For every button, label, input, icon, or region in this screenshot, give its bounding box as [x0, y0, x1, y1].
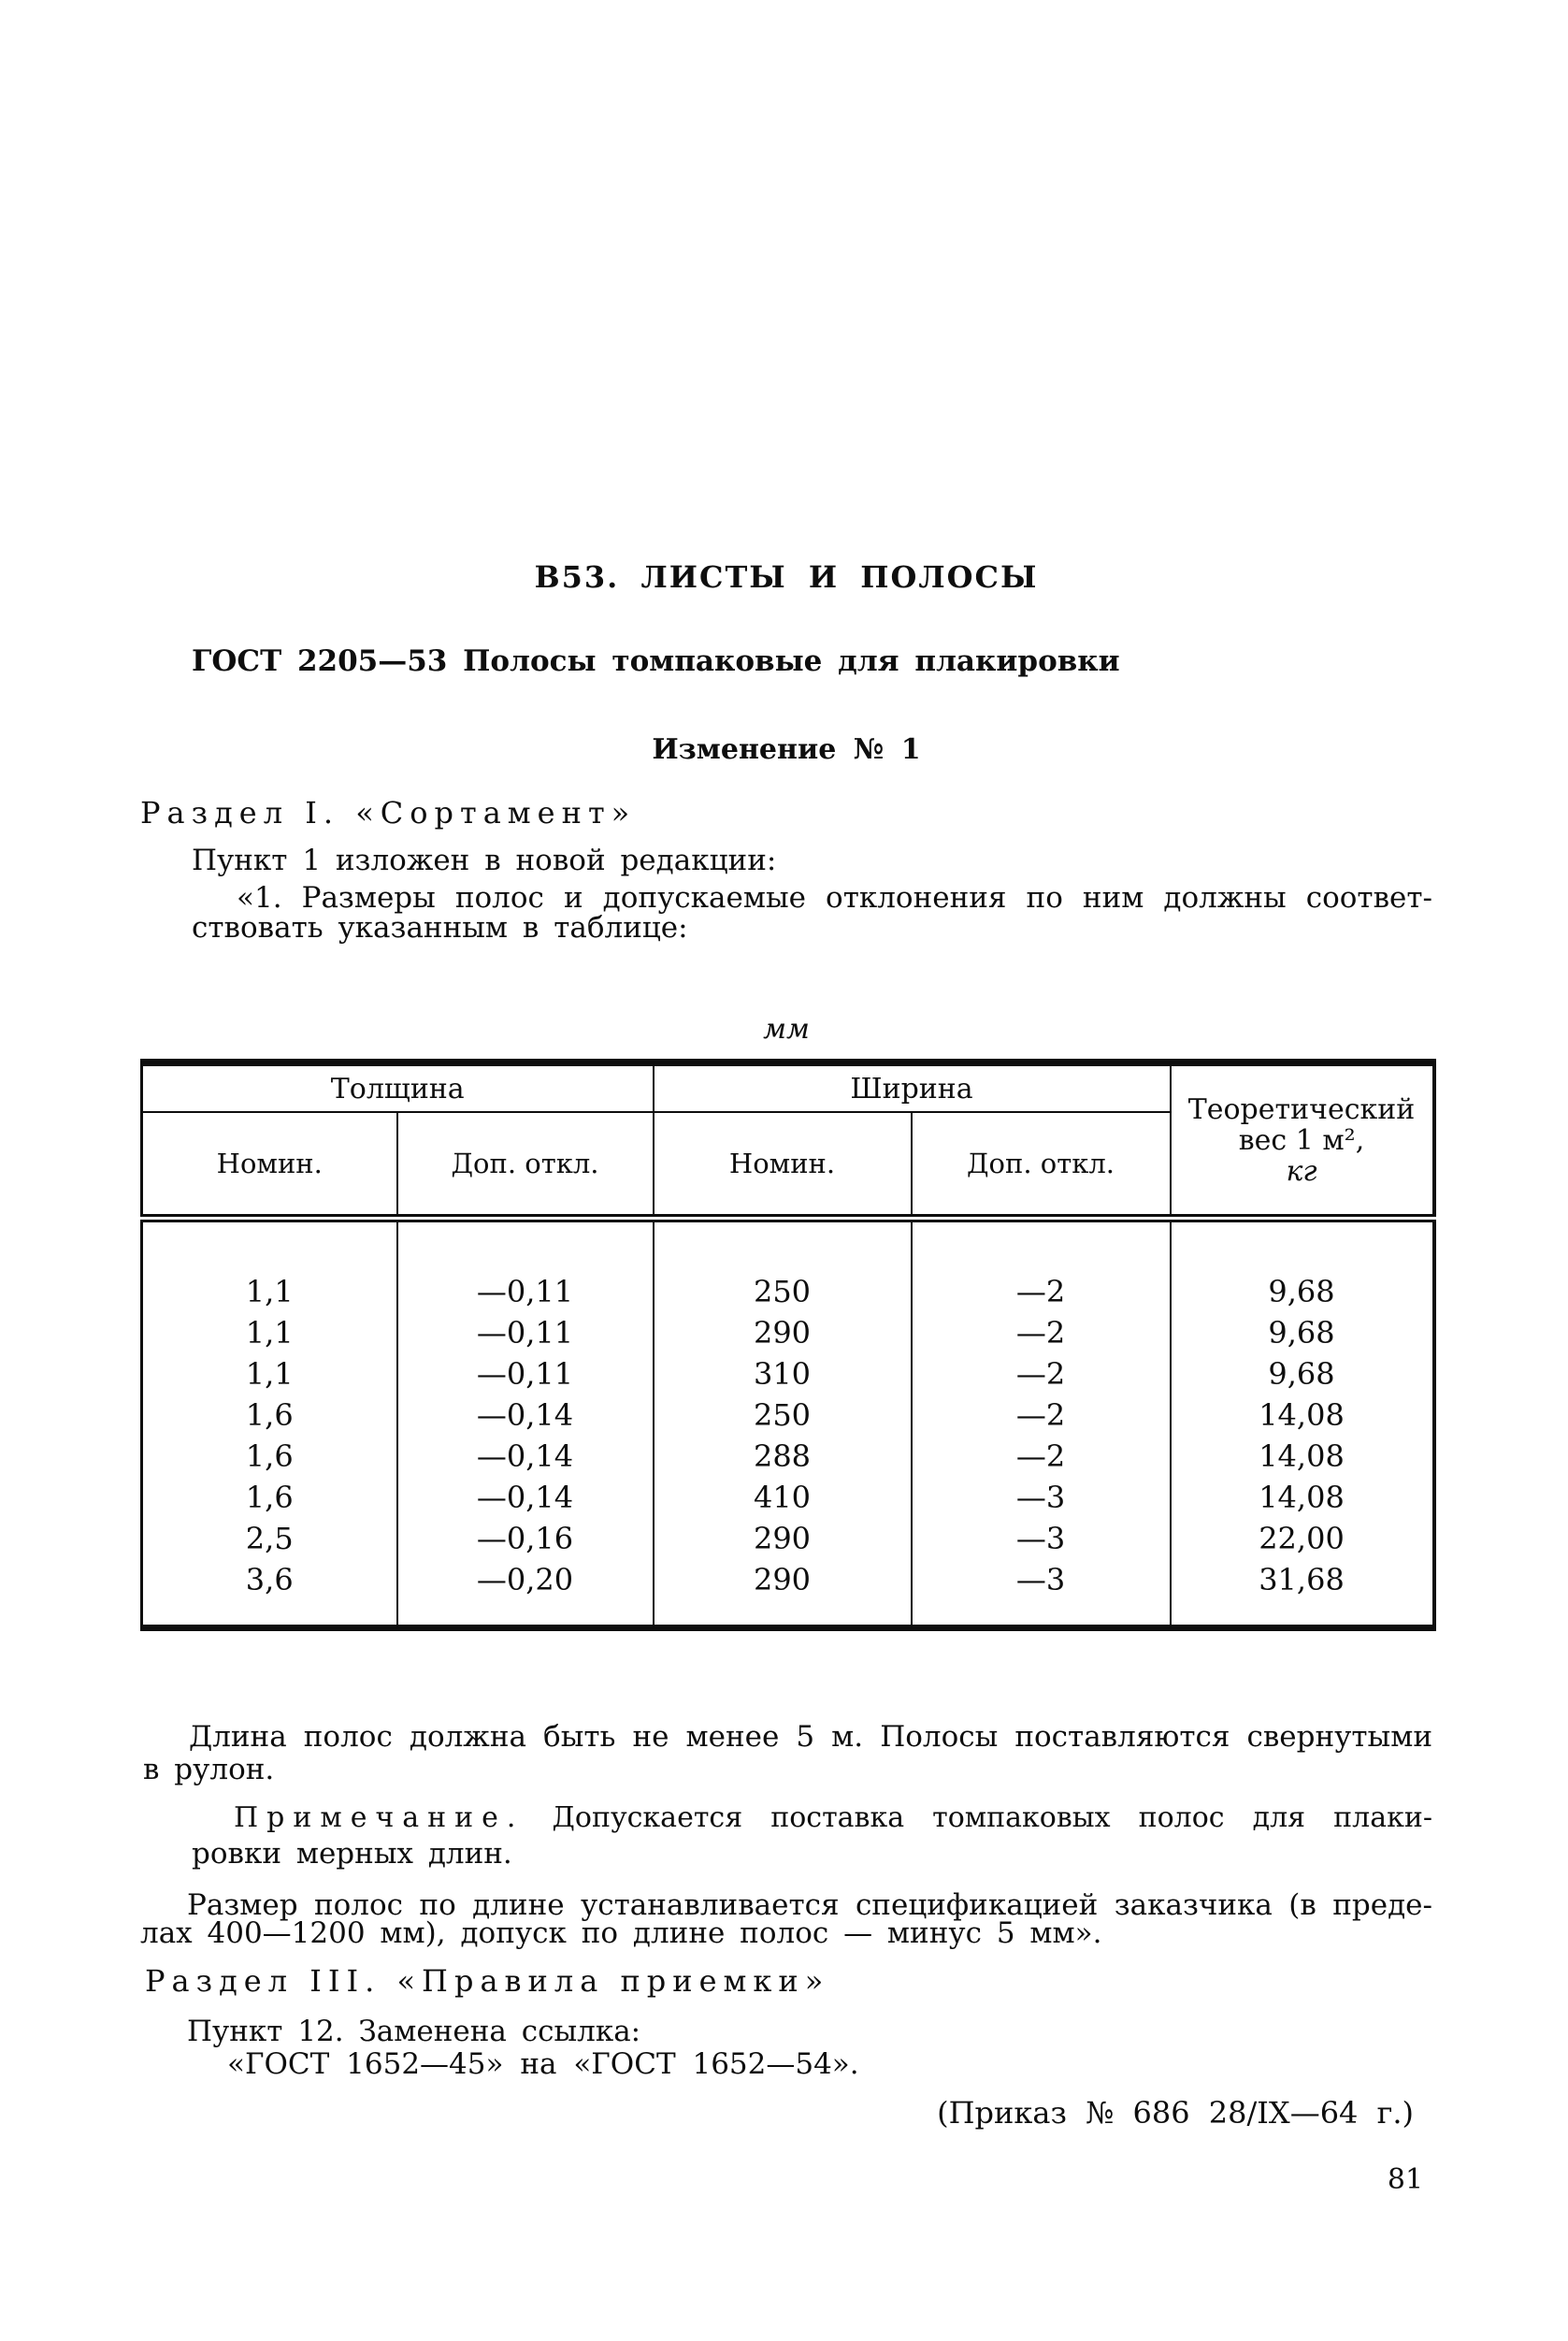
section-3-title: Раздел III. «Правила приемки» — [145, 1963, 830, 1999]
column-header-thickness-deviation: Доп. откл. — [397, 1112, 654, 1219]
order-reference: (Приказ № 686 28/IX—64 г.) — [937, 2095, 1414, 2131]
table-row: 3,6 —0,20 290 —3 31,68 — [142, 1559, 1434, 1628]
table-row: 1,6 —0,14 250 —2 14,08 — [142, 1394, 1434, 1436]
table-row: 1,6 —0,14 288 —2 14,08 — [142, 1436, 1434, 1477]
paragraph-length-line-1: Длина полос должна быть не менее 5 м. Полосы поставляются свернутыми — [189, 1720, 1432, 1754]
column-header-width-nominal: Номин. — [654, 1112, 912, 1219]
clause-1-text-line-2: ствовать указанным в таблице: — [192, 911, 688, 945]
table-row: 2,5 —0,16 290 —3 22,00 — [142, 1518, 1434, 1559]
paragraph-size-line-2: лах 400—1200 мм), допуск по длине полос — минус 5 мм». — [140, 1916, 1102, 1950]
clause-12-change: «ГОСТ 1652—45» на «ГОСТ 1652—54». — [227, 2047, 859, 2081]
note-line-2: ровки мерных длин. — [192, 1837, 512, 1871]
note-label: Примечание. — [234, 1801, 525, 1834]
clause-1-text-line-1: «1. Размеры полос и допускаемые отклонения по ним должны соответ- — [237, 881, 1432, 915]
column-group-thickness: Толщина — [142, 1062, 654, 1112]
paragraph-length-line-2: в рулон. — [143, 1753, 275, 1786]
page-number: 81 — [1387, 2163, 1424, 2196]
category-heading: В53. ЛИСТЫ И ПОЛОСЫ — [534, 559, 1039, 595]
section-1-title: Раздел I. «Сортамент» — [140, 795, 637, 831]
amendment-title: Изменение № 1 — [652, 733, 921, 766]
column-header-theoretical-weight — [1171, 1062, 1434, 1219]
column-header-width-deviation: Доп. откл. — [912, 1112, 1171, 1219]
paragraph-size-line-1: Размер полос по длине устанавливается спецификацией заказчика (в преде- — [187, 1888, 1432, 1922]
note-line-1 — [234, 1800, 1432, 1836]
note-text: Допускается поставка томпаковых полос для плаки- — [552, 1801, 1432, 1834]
standard-heading: ГОСТ 2205—53 Полосы томпаковые для плакировки — [192, 644, 1120, 678]
column-header-thickness-nominal: Номин. — [142, 1112, 397, 1219]
table-row: 1,1 —0,11 250 —2 9,68 — [142, 1219, 1434, 1313]
weight-header-unit: кг — [1286, 1154, 1317, 1188]
weight-header-text: Теоретический вес 1 м², — [1187, 1092, 1416, 1157]
table-row: 1,1 —0,11 310 —2 9,68 — [142, 1353, 1434, 1394]
clause-12-intro: Пункт 12. Заменена ссылка: — [187, 2015, 641, 2048]
table-row: 1,1 —0,11 290 —2 9,68 — [142, 1312, 1434, 1353]
table-group-header-row — [142, 1062, 1434, 1112]
table-unit-label: мм — [763, 1013, 810, 1046]
clause-1-intro: Пункт 1 изложен в новой редакции: — [192, 844, 777, 877]
column-group-width: Ширина — [654, 1062, 1171, 1112]
table-row: 1,6 —0,14 410 —3 14,08 — [142, 1477, 1434, 1518]
dimensions-table — [140, 1059, 1436, 1631]
